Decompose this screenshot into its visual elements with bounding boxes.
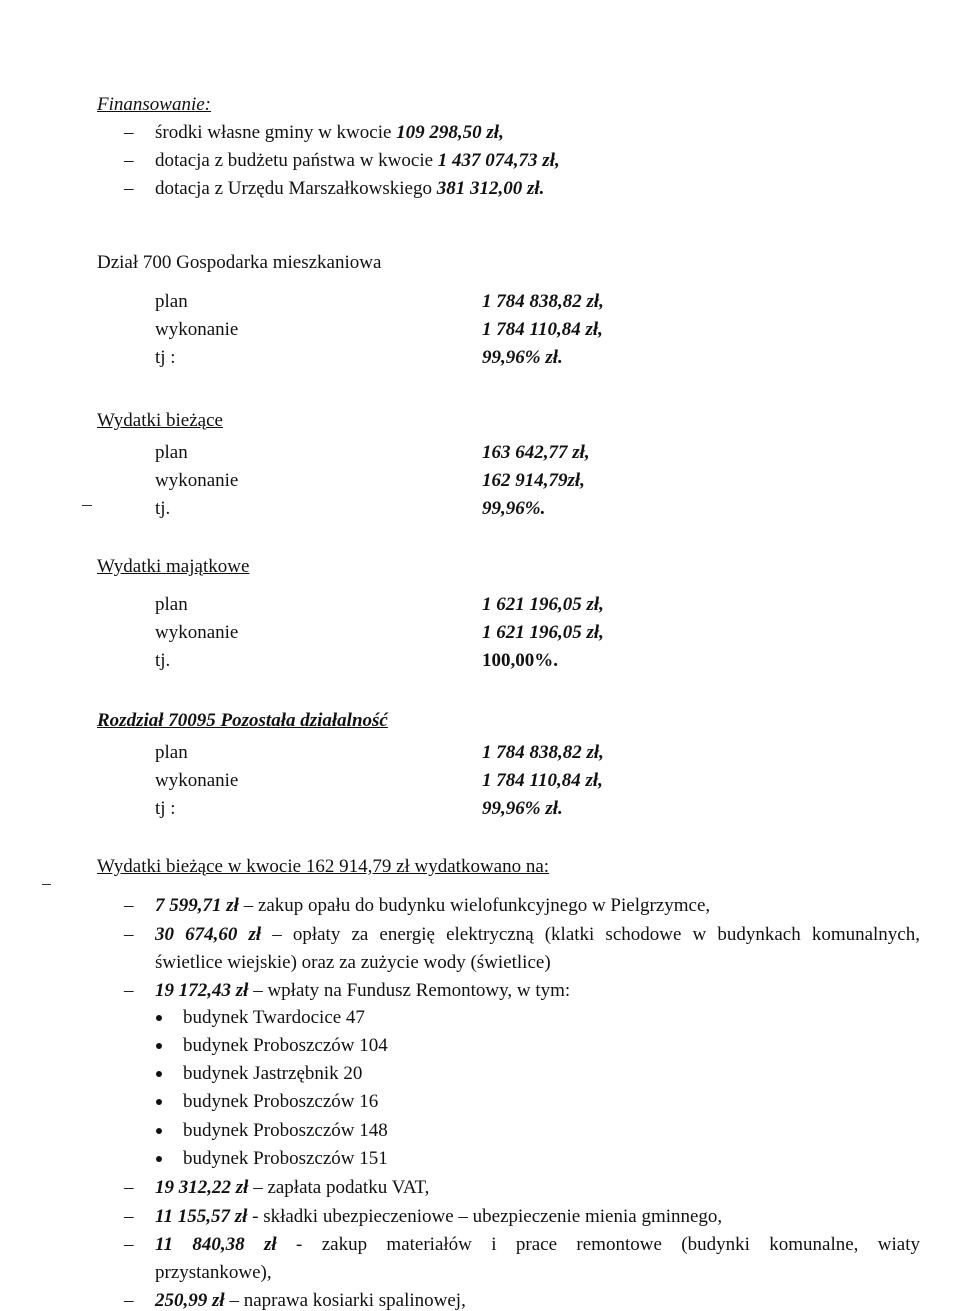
margin-mark [42,884,51,885]
row-value: 1 621 196,05 zł, [482,622,604,643]
bullet-icon [156,1043,162,1049]
dash-marker: – [124,150,134,171]
row-value: 1 784 110,84 zł, [482,770,603,791]
section-heading: Dział 700 Gospodarka mieszkaniowa [97,252,382,273]
row-value: 100,00%. [482,650,558,671]
spending-item-continuation: świetlice wiejskie) oraz za zużycie wody (świetlice) [155,952,551,973]
dash-marker: – [124,1234,134,1255]
bullet-icon [156,1156,162,1162]
row-label: wykonanie [155,470,239,491]
row-value: 99,96%. [482,498,546,519]
building-item: budynek Twardocice 47 [183,1007,365,1028]
margin-mark [82,505,92,506]
row-value: 163 642,77 zł, [482,442,590,463]
section-heading: Rozdział 70095 Pozostała działalność [97,710,388,731]
building-item: budynek Proboszczów 16 [183,1091,379,1112]
row-label: wykonanie [155,622,239,643]
section-heading: Wydatki bieżące [97,410,223,431]
row-value: 1 784 110,84 zł, [482,319,603,340]
row-label: plan [155,594,188,615]
dash-marker: – [124,895,134,916]
spending-item: 11 155,57 zł - składki ubezpieczeniowe – ubezpieczenie mienia gminnego, [155,1206,723,1227]
row-label: wykonanie [155,770,239,791]
financing-item: dotacja z budżetu państwa w kwocie 1 437 074,73 zł, [155,150,560,171]
row-label: plan [155,291,188,312]
row-value: 99,96% zł. [482,347,563,368]
bullet-icon [156,1015,162,1021]
financing-item: dotacja z Urzędu Marszałkowskiego 381 312,00 zł. [155,178,545,199]
dash-marker: – [124,924,134,945]
spending-heading: Wydatki bieżące w kwocie 162 914,79 zł wydatkowano na: [97,856,550,877]
spending-item: 19 172,43 zł – wpłaty na Fundusz Remontowy, w tym: [155,980,571,1001]
row-value: 1 621 196,05 zł, [482,594,604,615]
spending-item: 250,99 zł – naprawa kosiarki spalinowej, [155,1290,466,1311]
financing-heading: Finansowanie: [97,94,211,115]
row-label: wykonanie [155,319,239,340]
spending-item: 19 312,22 zł – zapłata podatku VAT, [155,1177,430,1198]
building-item: budynek Proboszczów 151 [183,1148,388,1169]
row-label: tj. [155,498,171,519]
row-label: plan [155,742,188,763]
row-value: 1 784 838,82 zł, [482,291,604,312]
dash-marker: – [124,1290,134,1311]
row-value: 99,96% zł. [482,798,563,819]
building-item: budynek Proboszczów 104 [183,1035,388,1056]
row-label: tj : [155,347,176,368]
row-label: tj. [155,650,171,671]
dash-marker: – [124,1206,134,1227]
bullet-icon [156,1128,162,1134]
bullet-icon [156,1099,162,1105]
row-label: tj : [155,798,176,819]
spending-item: 7 599,71 zł – zakup opału do budynku wielofunkcyjnego w Pielgrzymce, [155,895,711,916]
row-value: 1 784 838,82 zł, [482,742,604,763]
section-heading: Wydatki majątkowe [97,556,250,577]
building-item: budynek Proboszczów 148 [183,1120,388,1141]
financing-item: środki własne gminy w kwocie 109 298,50 zł, [155,122,504,143]
spending-item: 30 674,60 zł – opłaty za energię elektryczną (klatki schodowe w budynkach komunalnych, [155,924,920,945]
dash-marker: – [124,980,134,1001]
spending-item-continuation: przystankowe), [155,1262,272,1283]
dash-marker: – [124,178,134,199]
spending-item: 11 840,38 zł - zakup materiałów i prace remontowe (budynki komunalne, wiaty [155,1234,920,1255]
row-value: 162 914,79zł, [482,470,585,491]
dash-marker: – [124,122,134,143]
building-item: budynek Jastrzębnik 20 [183,1063,363,1084]
row-label: plan [155,442,188,463]
bullet-icon [156,1071,162,1077]
dash-marker: – [124,1177,134,1198]
